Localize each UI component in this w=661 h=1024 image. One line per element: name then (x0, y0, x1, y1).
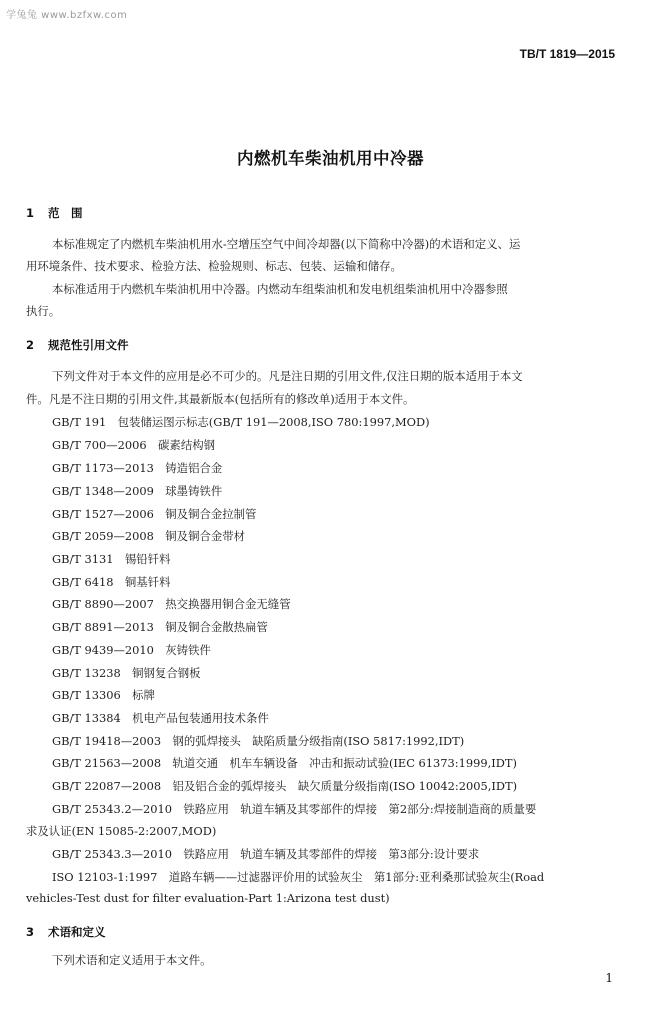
section-1-paragraph-1-line-2: 用环境条件、技术要求、检验方法、检验规则、标志、包装、运输和储存。 (26, 259, 402, 273)
reference-item-iso-line-1: ISO 12103-1:1997 道路车辆——过滤器评价用的试验灰尘 第1部分:亚利桑那试验灰尘(Road (52, 870, 545, 884)
watermark-text: 学兔兔 www.bzfxw.com (6, 10, 128, 21)
page-number: 1 (605, 971, 613, 985)
reference-item: GB/T 13384 机电产品包装通用技术条件 (52, 711, 269, 725)
section-3-heading (26, 924, 106, 940)
section-2-heading (26, 337, 129, 353)
reference-item: GB/T 1173—2013 铸造铝合金 (52, 461, 223, 475)
reference-item: GB/T 191 包装储运图示标志(GB/T 191—2008,ISO 780:1997,MOD) (52, 415, 430, 429)
reference-item: GB/T 1527—2006 铜及铜合金拉制管 (52, 507, 257, 521)
reference-item: GB/T 13306 标牌 (52, 688, 155, 702)
reference-item: GB/T 8891—2013 铜及铜合金散热扁管 (52, 620, 268, 634)
section-2-title: 规范性引用文件 (48, 338, 129, 352)
section-2-number: 2 (26, 338, 35, 352)
reference-item: GB/T 21563—2008 轨道交通 机车车辆设备 冲击和振动试验(IEC 61373:1999,IDT) (52, 756, 517, 770)
section-1-heading (26, 205, 83, 221)
section-3-intro: 下列术语和定义适用于本文件。 (52, 953, 212, 967)
section-1-paragraph-2-line-1: 本标准适用于内燃机车柴油机用中冷器。内燃动车组柴油机和发电机组柴油机用中冷器参照 (52, 282, 508, 296)
section-2-intro-line-1: 下列文件对于本文件的应用是必不可少的。凡是注日期的引用文件,仅注日期的版本适用于本文 (52, 369, 523, 383)
reference-item: GB/T 6418 铜基钎料 (52, 575, 171, 589)
section-3-title: 术语和定义 (48, 925, 106, 939)
reference-item-25343-2-line-2: 求及认证(EN 15085-2:2007,MOD) (26, 824, 217, 838)
reference-item: GB/T 3131 锡铅钎料 (52, 552, 171, 566)
reference-item: GB/T 1348—2009 球墨铸铁件 (52, 484, 223, 498)
reference-item: GB/T 700—2006 碳素结构钢 (52, 438, 215, 452)
section-3-number: 3 (26, 925, 35, 939)
section-1-number: 1 (26, 206, 35, 220)
section-1-paragraph-2-line-2: 执行。 (26, 304, 61, 318)
reference-item: GB/T 22087—2008 铝及铝合金的弧焊接头 缺欠质量分级指南(ISO 10042:2005,IDT) (52, 779, 518, 793)
reference-item: GB/T 9439—2010 灰铸铁件 (52, 643, 211, 657)
section-1-title: 范 围 (48, 206, 83, 220)
reference-item-25343-2-line-1: GB/T 25343.2—2010 铁路应用 轨道车辆及其零部件的焊接 第2部分:焊接制造商的质量要 (52, 802, 537, 816)
reference-item: GB/T 8890—2007 热交换器用铜合金无缝管 (52, 597, 291, 611)
section-2-intro-line-2: 件。凡是不注日期的引用文件,其最新版本(包括所有的修改单)适用于本文件。 (26, 392, 415, 406)
document-title: 内燃机车柴油机用中冷器 (237, 149, 424, 168)
reference-item-25343-3: GB/T 25343.3—2010 铁路应用 轨道车辆及其零部件的焊接 第3部分:设计要求 (52, 847, 480, 861)
reference-item: GB/T 19418—2003 钢的弧焊接头 缺陷质量分级指南(ISO 5817:1992,IDT) (52, 734, 465, 748)
standard-code: TB/T 1819—2015 (519, 47, 615, 61)
section-1-paragraph-1-line-1: 本标准规定了内燃机车柴油机用水-空增压空气中间冷却器(以下简称中冷器)的术语和定义、运 (52, 237, 521, 251)
reference-item: GB/T 13238 铜钢复合钢板 (52, 666, 201, 680)
reference-item-iso-line-2: vehicles-Test dust for filter evaluation-Part 1:Arizona test dust) (26, 891, 390, 905)
reference-item: GB/T 2059—2008 铜及铜合金带材 (52, 529, 246, 543)
